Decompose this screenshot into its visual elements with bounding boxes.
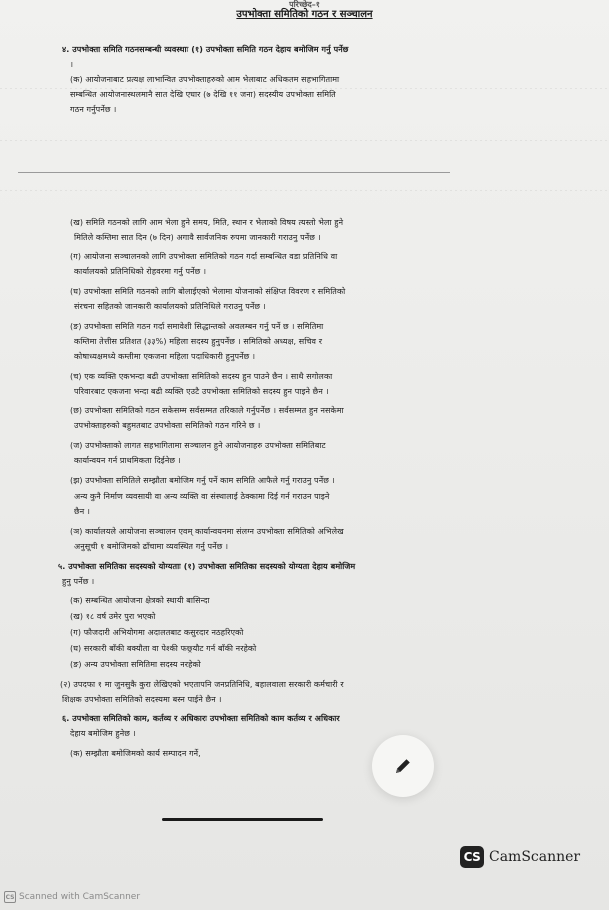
document-line: कार्यालयको प्रतिनिधिको रोहवरमा गर्नु पर्नेछ । xyxy=(74,267,207,276)
document-line: (क) सम्झौता बमोजिमको कार्य सम्पादन गर्ने, xyxy=(70,749,201,758)
document-line: कोषाध्यक्षमध्ये कम्तीमा एकजना महिला पदाधिकारी हुनुपर्नेछ । xyxy=(74,352,256,361)
document-line: (क) आयोजनाबाट प्रत्यक्ष लाभान्वित उपभोक्ताहरुको आम भेलाबाट अधिकतम सहभागितामा xyxy=(70,75,340,84)
document-line: शिक्षक उपभोक्ता समितिको सदस्यमा बस्न पाईने छैन । xyxy=(62,695,222,704)
document-line: । xyxy=(70,60,74,69)
camscanner-brand: CamScanner xyxy=(489,849,581,865)
document-line: (घ) उपभोक्ता समिति गठनको लागि बोलाईएको भेलामा योजनाको संक्षिप्त विवरण र समितिको xyxy=(70,287,346,296)
document-line: (घ) सरकारी बाँकी बक्यौता वा पेश्की फछ्र्यौट गर्न बाँकी नरहेको xyxy=(70,644,257,653)
pencil-icon xyxy=(393,756,413,776)
document-line: अनुसूची १ बमोजिमको ढाँचामा व्यवस्थित गर्नु पर्नेछ । xyxy=(74,542,229,551)
page-title: उपभोक्ता समितिको गठन र सञ्चालन xyxy=(236,9,373,20)
scan-watermark xyxy=(4,891,140,903)
document-line: (छ) उपभोक्ता समितिको गठन सकेसम्म सर्वसम्मत तरिकाले गर्नुपर्नेछ । सर्वसम्मत हुन नसकेमा xyxy=(70,406,344,415)
document-line: ४. उपभोक्ता समिति गठनसम्बन्धी व्यवस्थाः (१) उपभोक्ता समिति गठन देहाय बमोजिम गर्नु पर्नेछ xyxy=(62,45,349,54)
document-line: (ञ) कार्यालयले आयोजना सञ्चालन एवम् कार्यान्वयनमा संलग्न उपभोक्ता समितिको अभिलेख xyxy=(70,527,344,536)
document-line: (झ) उपभोक्ता समितिले सम्झौता बमोजिम गर्नु पर्ने काम समिति आफैले गर्नु गराउनु पर्नेछ । xyxy=(70,476,335,485)
document-line: (ख) समिति गठनको लागि आम भेला हुने समय, मिति, स्थान र भेलाको विषय त्यस्तो भेला हुने xyxy=(70,218,344,227)
edit-button[interactable] xyxy=(372,735,434,797)
document-line: ५. उपभोक्ता समितिका सदस्यको योग्यताः (१) उपभोक्ता समितिका सदस्यको योग्यता देहाय बमोजिम xyxy=(58,562,356,571)
home-indicator xyxy=(162,818,323,821)
document-line: (ङ) उपभोक्ता समिति गठन गर्दा समावेशी सिद्धान्तको अवलम्बन गर्नु पर्ने छ । समितिमा xyxy=(70,322,324,331)
document-line: मितिले कम्तिमा सात दिन (७ दिन) अगावै सार्वजनिक रुपमा जानकारी गराउनु पर्नेछ । xyxy=(74,233,321,242)
document-line: ६. उपभोक्ता समितिको काम, कर्तव्य र अधिकारः उपभोक्ता समितिको काम कर्तव्य र अधिकार xyxy=(62,714,340,723)
document-line: (ज) उपभोक्ताको लागत सहभागितामा सञ्चालन हुने आयोजनाहरु उपभोक्ता समितिबाट xyxy=(70,441,326,450)
chapter-label: परिच्छेद–१ xyxy=(289,0,320,9)
document-line: देहाय बमोजिम हुनेछ । xyxy=(70,729,136,738)
document-line: उपभोक्ताहरुको बहुमतबाट उपभोक्ता समितिको गठन गरिने छ । xyxy=(74,421,261,430)
document-line: (क) सम्बन्धित आयोजना क्षेत्रको स्थायी बासिन्दा xyxy=(70,596,210,605)
document-line: छैन । xyxy=(74,507,91,516)
document-line: संरचना सहितको जानकारी कार्यालयको प्रतिनिधिले गराउनु पर्नेछ । xyxy=(74,302,266,311)
document-line: (ग) फौजदारी अभियोगमा अदालतबाट कसुरदार नठहरिएको xyxy=(70,628,244,637)
document-line: गठन गर्नुपर्नेछ । xyxy=(70,105,117,114)
document-line: कम्तिमा तेत्तीस प्रतिशत (३३%) महिला सदस्य हुनुपर्नेछ । समितिको अध्यक्ष, सचिव र xyxy=(74,337,323,346)
page-divider xyxy=(18,172,450,173)
show-through-mark xyxy=(0,88,609,89)
document-line: (२) उपदफा १ मा जुनसुकै कुरा लेखिएको भएतापनि जनप्रतिनिधि, बहालवाला सरकारी कर्मचारी र xyxy=(60,680,344,689)
document-line: (ख) १८ वर्ष उमेर पुरा भएको xyxy=(70,612,156,621)
document-line: हुनु पर्नेछ । xyxy=(62,577,95,586)
document-line: अन्य कुनै निर्माण व्यवसायी वा अन्य व्यक्ति वा संस्थालाई ठेक्कामा दिई गर्न गराउन पाइने xyxy=(74,492,330,501)
document-line: (ङ) अन्य उपभोक्ता समितिमा सदस्य नरहेको xyxy=(70,660,201,669)
show-through-mark xyxy=(0,190,609,191)
show-through-mark xyxy=(0,140,609,141)
camscanner-logo: CS xyxy=(460,846,484,868)
document-line: सम्बन्धित आयोजनास्थलमानै सात देखि एघार (७ देखि ११ जना) सदस्यीय उपभोक्ता समिति xyxy=(70,90,336,99)
camscanner-small-icon: CS xyxy=(4,891,16,903)
page-header xyxy=(0,0,609,21)
document-line: (च) एक व्यक्ति एकभन्दा बढी उपभोक्ता समितिको सदस्य हुन पाउने छैन । साथै सगोलका xyxy=(70,372,333,381)
document-line: परिवारबाट एकजना भन्दा बढी व्यक्ति एउटै उपभोक्ता समितिको सदस्य हुन पाइने छैन । xyxy=(74,387,329,396)
watermark-text: Scanned with CamScanner xyxy=(19,892,141,902)
document-line: (ग) आयोजना सञ्चालनको लागि उपभोक्ता समितिको गठन गर्दा सम्बन्धित वडा प्रतिनिधि वा xyxy=(70,252,338,261)
document-line: कार्यान्वयन गर्न प्राथमिकता दिईनेछ । xyxy=(74,456,181,465)
